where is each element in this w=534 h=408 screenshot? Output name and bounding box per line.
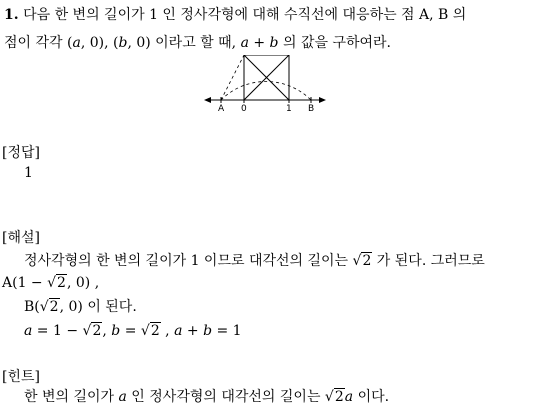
label-1: 1 [286, 104, 292, 114]
sqrt-radicand: 2 [362, 253, 372, 269]
explanation-line-2 [2, 274, 99, 292]
expl-sep: , [160, 323, 175, 339]
var-b: b [118, 35, 128, 51]
sqrt-2: √2 [324, 389, 344, 405]
expl-comma: , [102, 323, 112, 339]
answer-value: 1 [24, 165, 33, 181]
var-a: a [344, 389, 354, 405]
var-a: a [24, 323, 33, 339]
sqrt-radicand: 2 [49, 299, 59, 315]
problem-text-2d: 의 값을 구하여라. [278, 35, 391, 51]
expl-text-3b: , 0) 이 된다. [59, 299, 137, 315]
hint-text-a: 한 변의 길이가 [24, 389, 119, 405]
problem-line-1 [4, 6, 466, 24]
dashed-arc [221, 82, 311, 100]
problem-text-2b: , 0), ( [80, 35, 119, 51]
left-dashed-line [221, 55, 244, 100]
expr-a-plus-b: a + b [240, 35, 279, 51]
number-line-figure [200, 55, 330, 115]
explanation-line-1 [24, 252, 485, 270]
answer-header: [정답] [2, 145, 40, 161]
sqrt-radicand: 2 [334, 389, 344, 405]
expl-eq-end: = 1 [212, 323, 242, 339]
problem-number: 1. [4, 7, 19, 23]
explanation-line-3 [24, 298, 137, 316]
explanation-line-4 [24, 322, 242, 340]
problem-text-2a: 점이 각각 ( [4, 35, 73, 51]
expl-text-1b: 가 된다. 그러므로 [372, 253, 485, 269]
expr-a-plus-b: a + b [174, 323, 213, 339]
sqrt-radicand: 2 [57, 275, 66, 291]
sqrt-2: √2 [352, 253, 372, 269]
arrow-right [319, 97, 326, 103]
arrow-left [204, 97, 211, 103]
hint-text-b: 인 정사각형의 대각선의 길이는 [126, 389, 325, 405]
var-b: b [111, 323, 121, 339]
label-A: A [218, 104, 225, 114]
sqrt-2: √2 [140, 323, 160, 339]
problem-line-2 [4, 34, 391, 52]
expl-eq-2: = [120, 323, 141, 339]
expl-text-1a: 정사각형의 한 변의 길이가 1 이므로 대각선의 길이는 [24, 253, 353, 269]
problem-text-1: 다음 한 변의 길이가 1 인 정사각형에 대해 수직선에 대응하는 점 A, B 의 [23, 7, 467, 23]
label-0: 0 [241, 104, 247, 114]
sqrt-radicand: 2 [92, 323, 102, 339]
hint-header: [힌트] [2, 369, 40, 385]
sqrt-2: √2 [82, 323, 102, 339]
explanation-header: [해설] [2, 230, 40, 246]
label-B: B [308, 104, 315, 114]
sqrt-2: √2 [39, 299, 59, 315]
expl-eq-1: = 1 − [32, 323, 83, 339]
sqrt-2: √2 [47, 275, 66, 291]
var-a: a [72, 35, 81, 51]
hint-line [24, 388, 389, 406]
hint-text-c: 이다. [353, 389, 390, 405]
expl-text-2b: , 0) , [66, 275, 100, 291]
var-a: a [118, 389, 127, 405]
problem-text-2c: , 0) 이라고 할 때, [127, 35, 241, 51]
expl-text-2a: A(1 − [2, 275, 48, 291]
sqrt-radicand: 2 [150, 323, 160, 339]
expl-text-3a: B( [24, 299, 40, 315]
